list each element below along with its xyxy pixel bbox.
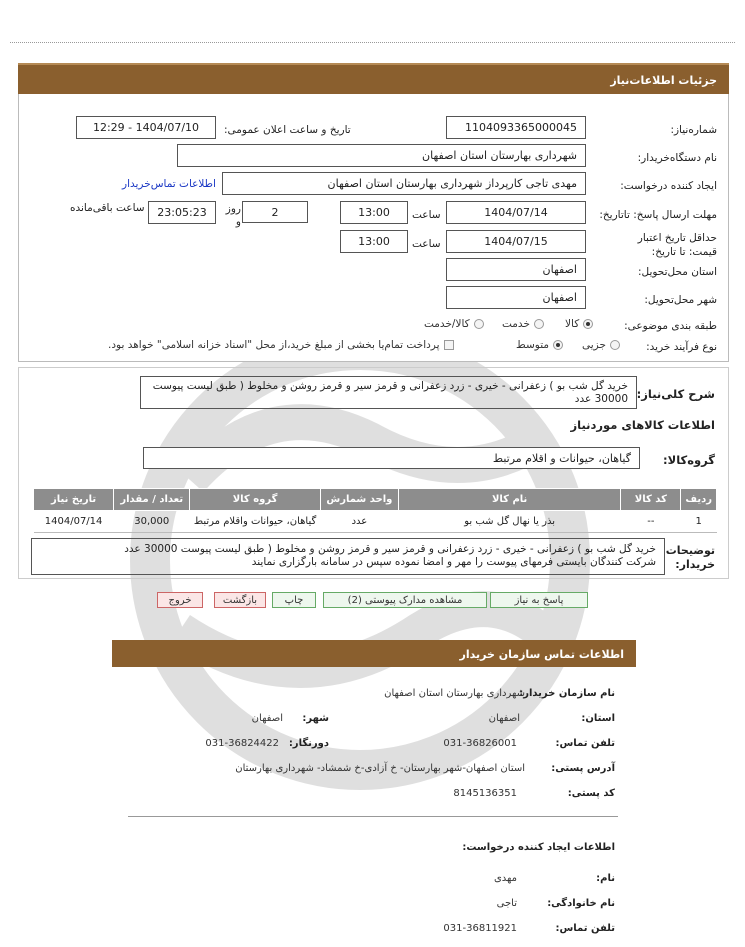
buyer-notes-line1: خرید گل شب بو ) زعفرانی - خیری - زرد زعفرانی و قرمز سیر و قرمز روشن و مخلوط ( طبق لیست پیوست 30000 عدد: [124, 543, 656, 555]
th-item-name: نام کالا: [398, 489, 620, 511]
category-radio-goods-service[interactable]: [424, 318, 484, 330]
table-row: [34, 511, 717, 533]
requester-label: ایجاد کننده درخواست:: [620, 180, 717, 192]
radio-dot: [474, 319, 484, 329]
contact-province-value: اصفهان: [488, 713, 520, 724]
creator-phone-value: 031-36811921: [443, 923, 517, 934]
category-label: طبقه بندی موضوعی:: [624, 320, 717, 332]
buyer-notes-field: [31, 538, 665, 575]
category-option-service-label: خدمت: [502, 318, 530, 330]
creator-family-label: نام خانوادگی:: [547, 898, 615, 909]
cell-row-number: 1: [681, 511, 717, 533]
treasury-checkbox[interactable]: [108, 339, 454, 351]
creator-name-value: مهدی: [493, 873, 517, 884]
delivery-city-label: شهر محل‌تحویل:: [644, 294, 717, 306]
creator-title: اطلاعات ایجاد کننده درخواست:: [462, 842, 615, 853]
remaining-days-field: 2: [242, 201, 308, 223]
days-label: روز و: [225, 203, 241, 228]
creator-name-label: نام:: [596, 873, 615, 884]
cell-need-date: 1404/07/14: [34, 511, 114, 533]
process-radio-medium[interactable]: [516, 339, 563, 351]
summary-field: خرید گل شب بو ) زعفرانی - خیری - زرد زعفرانی و قرمز سیر و قرمز روشن و مخلوط ( طبق لیست پیوست 30000 عدد: [140, 376, 637, 409]
buyer-org-label: نام دستگاه‌خریدار:: [637, 152, 717, 164]
creator-phone-label: تلفن تماس:: [555, 923, 615, 934]
th-item-group: گروه کالا: [190, 489, 321, 511]
th-row-number: ردیف: [681, 489, 717, 511]
contact-fax-value: 031-36824422: [205, 738, 279, 749]
radio-dot: [534, 319, 544, 329]
price-validity-label: حداقل تاریخ اعتبار قیمت: تا تاریخ:: [637, 232, 717, 258]
category-option-goods-label: کالا: [565, 318, 580, 330]
process-label: نوع فرآیند خرید:: [646, 341, 717, 353]
view-attachments-button[interactable]: مشاهده مدارک پیوستی (2): [323, 592, 487, 608]
category-radio-service[interactable]: [502, 318, 544, 330]
contact-city-label: شهر:: [302, 713, 329, 724]
price-validity-time-label: ساعت: [412, 238, 441, 250]
process-option-minor-label: جزیی: [582, 339, 606, 351]
buyer-org-field: شهرداری بهارستان استان اصفهان: [177, 144, 586, 167]
need-number-field: 1104093365000045: [446, 116, 586, 139]
reply-deadline-date: 1404/07/14: [446, 201, 586, 224]
table-header-row: [34, 489, 717, 511]
buyer-notes-line2: شرکت کنندگان بایستی فرمهای پیوست را مهر و امضا نموده سپس در سامانه بارگزاری نمایند: [251, 556, 656, 568]
requester-field: مهدی تاجی کارپرداز شهرداری بهارستان استان اصفهان: [222, 172, 586, 195]
reply-to-need-button[interactable]: پاسخ به نیاز: [490, 592, 588, 608]
section-divider: [128, 816, 618, 817]
process-option-medium-label: متوسط: [516, 339, 549, 351]
page-title-bar: [18, 63, 729, 94]
summary-label: شرح کلی‌نیاز:: [636, 387, 715, 401]
need-number-label: شماره‌نیاز:: [670, 124, 717, 136]
th-unit: واحد شمارش: [320, 489, 398, 511]
contact-address-label: آدرس پستی:: [551, 763, 615, 774]
contact-city-value: اصفهان: [251, 713, 283, 724]
reply-deadline-time: 13:00: [340, 201, 408, 224]
back-button[interactable]: بازگشت: [214, 592, 266, 608]
print-button[interactable]: چاپ: [272, 592, 316, 608]
category-radio-goods[interactable]: [565, 318, 593, 330]
checkbox-box: [444, 340, 454, 350]
th-item-code: کد کالا: [621, 489, 681, 511]
contact-phone-value: 031-36826001: [443, 738, 517, 749]
price-validity-time: 13:00: [340, 230, 408, 253]
contact-org-label: نام سازمان خریدار:: [519, 688, 615, 699]
th-quantity: تعداد / مقدار: [114, 489, 190, 511]
contact-province-label: استان:: [581, 713, 615, 724]
contact-postal-value: 8145136351: [453, 788, 517, 799]
goods-group-field: گیاهان، حیوانات و اقلام مرتبط: [143, 447, 640, 469]
radio-dot: [610, 340, 620, 350]
reply-deadline-label: مهلت ارسال پاسخ: تاتاریخ:: [599, 209, 717, 221]
category-option-goods-service-label: کالا/خدمت: [424, 318, 470, 330]
contact-org-value: شهرداری بهارستان استان اصفهان: [384, 688, 525, 699]
cell-item-name: بذر یا نهال گل شب بو: [398, 511, 620, 533]
remaining-time-field: 23:05:23: [148, 201, 216, 224]
goods-group-label: گروه‌کالا:: [663, 453, 715, 467]
exit-button[interactable]: خروج: [157, 592, 203, 608]
contact-fax-label: دورنگار:: [288, 738, 329, 749]
contact-title: اطلاعات تماس سازمان خریدار: [459, 648, 624, 661]
contact-address-value: استان اصفهان-شهر بهارستان- خ آزادی-خ شمشاد- شهرداری بهارستان: [235, 763, 525, 774]
delivery-province-field: اصفهان: [446, 258, 586, 281]
price-validity-date: 1404/07/15: [446, 230, 586, 253]
announce-datetime-label: تاریخ و ساعت اعلان عمومی:: [224, 124, 351, 136]
treasury-note: پرداخت تمام‌یا بخشی از مبلغ خرید،از محل "اسناد خزانه اسلامی" خواهد بود.: [108, 339, 440, 351]
cell-unit: عدد: [320, 511, 398, 533]
buyer-contact-link[interactable]: اطلاعات تماس‌خریدار: [122, 178, 216, 190]
th-need-date: تاریخ نیاز: [34, 489, 114, 511]
delivery-city-field: اصفهان: [446, 286, 586, 309]
goods-table: [33, 488, 717, 533]
announce-datetime-field: 1404/07/10 - 12:29: [76, 116, 216, 139]
top-dotted-divider: [10, 42, 735, 43]
buyer-notes-label: توضیحات خریدار:: [665, 544, 715, 571]
creator-family-value: تاجی: [496, 898, 517, 909]
cell-quantity: 30,000: [114, 511, 190, 533]
goods-section-title: اطلاعات کالاهای موردنیاز: [570, 418, 715, 432]
cell-item-group: گیاهان، حیوانات واقلام مرتبط: [190, 511, 321, 533]
cell-item-code: --: [621, 511, 681, 533]
reply-time-label: ساعت: [412, 209, 441, 221]
process-radio-minor[interactable]: [582, 339, 620, 351]
contact-postal-label: کد پستی:: [567, 788, 615, 799]
contact-title-bar: [112, 640, 636, 667]
remaining-time-label: ساعت باقی‌مانده: [70, 202, 145, 214]
contact-phone-label: تلفن تماس:: [555, 738, 615, 749]
radio-dot-selected: [583, 319, 593, 329]
page-title: جزئیات اطلاعات‌نیاز: [610, 74, 717, 87]
radio-dot-selected: [553, 340, 563, 350]
delivery-province-label: استان محل‌تحویل:: [637, 266, 717, 278]
